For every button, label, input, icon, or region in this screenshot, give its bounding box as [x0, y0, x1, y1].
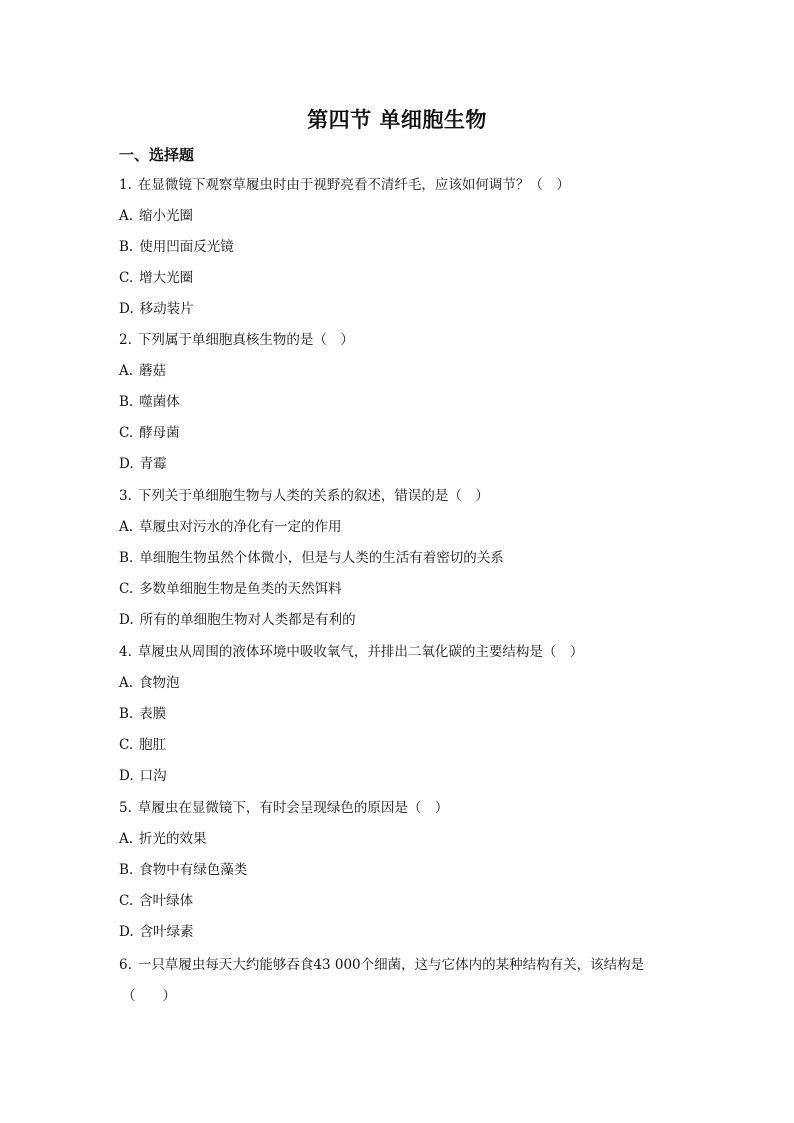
question-6-stem	[119, 956, 644, 974]
option-letter: B.	[119, 394, 134, 410]
question-3-option-a	[119, 518, 342, 536]
question-5-option-c	[119, 892, 193, 910]
page-title: 第四节 单细胞生物	[307, 107, 487, 132]
question-1-option-a	[119, 207, 193, 225]
question-number: 1.	[119, 177, 132, 193]
question-number: 5.	[119, 800, 132, 816]
option-text: 折光的效果	[139, 831, 207, 847]
option-letter: A.	[119, 208, 134, 224]
option-letter: D.	[119, 456, 134, 472]
question-4-option-d	[119, 767, 167, 785]
option-letter: A.	[119, 363, 134, 379]
question-text: 在显微镜下观察草履虫时由于视野亮看不清纤毛，应该如何调节？（ ）	[137, 177, 570, 193]
option-text: 口沟	[139, 768, 167, 784]
question-3-stem	[119, 487, 489, 505]
question-6-stem-continuation	[122, 987, 176, 1005]
question-3-option-d	[119, 611, 356, 629]
option-letter: C.	[119, 893, 134, 909]
question-2-option-a	[119, 362, 166, 380]
question-number: 6.	[119, 957, 132, 973]
answer-bracket: （ ）	[122, 988, 176, 1004]
option-text: 蘑菇	[139, 363, 167, 379]
section-heading: 一、选择题	[119, 146, 195, 164]
question-number: 2.	[119, 332, 132, 348]
question-text: 下列属于单细胞真核生物的是（ ）	[137, 332, 354, 348]
option-letter: C.	[119, 270, 134, 286]
option-text: 使用凹面反光镜	[139, 239, 234, 255]
question-1-option-c	[119, 269, 193, 287]
option-letter: B.	[119, 550, 134, 566]
option-letter: C.	[119, 425, 134, 441]
option-text: 缩小光圈	[139, 208, 194, 224]
option-letter: D.	[119, 924, 134, 940]
question-1-stem	[119, 176, 570, 194]
option-letter: B.	[119, 862, 134, 878]
question-5-option-a	[119, 830, 207, 848]
option-text: 草履虫对污水的净化有一定的作用	[139, 519, 342, 535]
option-text: 移动装片	[139, 301, 194, 317]
option-text: 青霉	[139, 456, 167, 472]
question-number: 4.	[119, 644, 132, 660]
option-text: 食物泡	[139, 675, 180, 691]
option-letter: A.	[119, 675, 134, 691]
question-5-option-b	[119, 861, 247, 879]
option-text: 多数单细胞生物是鱼类的天然饵料	[139, 581, 342, 597]
question-2-option-c	[119, 424, 180, 442]
option-letter: D.	[119, 301, 134, 317]
option-text: 含叶绿素	[139, 924, 194, 940]
question-text: 草履虫从周围的液体环境中吸收氧气，并排出二氧化碳的主要结构是（ ）	[137, 644, 584, 660]
option-letter: B.	[119, 706, 134, 722]
question-4-option-b	[119, 705, 166, 723]
option-text: 单细胞生物虽然个体微小，但是与人类的生活有着密切的关系	[139, 550, 504, 566]
option-text: 所有的单细胞生物对人类都是有利的	[139, 612, 356, 628]
option-text: 噬菌体	[139, 394, 180, 410]
option-text: 酵母菌	[139, 425, 180, 441]
option-text: 含叶绿体	[139, 893, 194, 909]
option-text: 胞肛	[139, 737, 167, 753]
question-5-option-d	[119, 923, 194, 941]
question-3-option-c	[119, 580, 342, 598]
question-text: 一只草履虫每天大约能够吞食43 000个细菌，这与它体内的某种结构有关，该结构是	[137, 957, 645, 973]
question-1-option-d	[119, 300, 194, 318]
option-letter: B.	[119, 239, 134, 255]
question-text: 下列关于单细胞生物与人类的关系的叙述，错误的是（ ）	[137, 488, 489, 504]
option-text: 增大光圈	[139, 270, 194, 286]
question-2-stem	[119, 331, 354, 349]
question-3-option-b	[119, 549, 504, 567]
option-text: 表膜	[139, 706, 167, 722]
option-text: 食物中有绿色藻类	[139, 862, 248, 878]
question-5-stem	[119, 799, 448, 817]
option-letter: D.	[119, 768, 134, 784]
option-letter: C.	[119, 581, 134, 597]
question-1-option-b	[119, 238, 234, 256]
question-4-option-a	[119, 674, 180, 692]
question-text: 草履虫在显微镜下，有时会呈现绿色的原因是（ ）	[137, 800, 449, 816]
question-2-option-d	[119, 455, 167, 473]
option-letter: A.	[119, 831, 134, 847]
option-letter: C.	[119, 737, 134, 753]
option-letter: A.	[119, 519, 134, 535]
option-letter: D.	[119, 612, 134, 628]
question-number: 3.	[119, 488, 132, 504]
question-4-option-c	[119, 736, 166, 754]
question-2-option-b	[119, 393, 180, 411]
question-4-stem	[119, 643, 583, 661]
